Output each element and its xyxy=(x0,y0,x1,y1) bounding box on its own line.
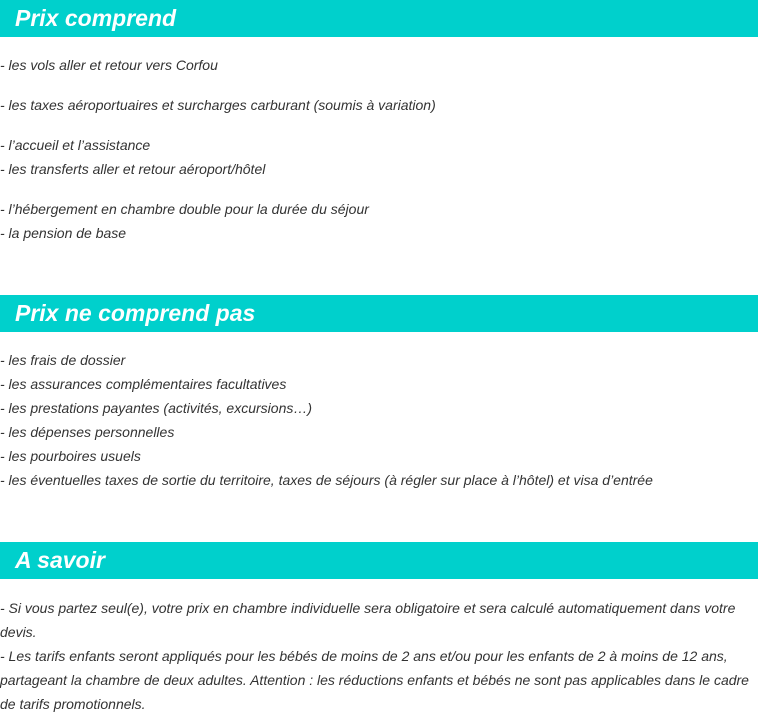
list-item: - les dépenses personnelles xyxy=(0,424,175,440)
info-paragraph: - Si vous partez seul(e), votre prix en chambre individuelle sera obligatoire et sera calculé automatiquement dans votre devis. xyxy=(0,600,736,640)
section-header-a-savoir: A savoir xyxy=(0,542,758,579)
list-item: - les taxes aéroportuaires et surcharges carburant (soumis à variation) xyxy=(0,97,436,113)
list-item: - les prestations payantes (activités, excursions…) xyxy=(0,400,313,416)
list-item: - la pension de base xyxy=(0,225,127,241)
section-header-prix-comprend: Prix comprend xyxy=(0,0,758,37)
list-item: - les vols aller et retour vers Corfou xyxy=(0,57,218,73)
list-item: - les assurances complémentaires facultatives xyxy=(0,376,287,392)
list-item: - l’hébergement en chambre double pour la durée du séjour xyxy=(0,201,369,217)
section-header-prix-ne-comprend-pas: Prix ne comprend pas xyxy=(0,295,758,332)
list-item: - les éventuelles taxes de sortie du territoire, taxes de séjours (à régler sur place à l’hôtel) et visa d’entrée xyxy=(0,472,653,488)
list-item: - l’accueil et l’assistance xyxy=(0,137,151,153)
list-item: - les pourboires usuels xyxy=(0,448,141,464)
list-item: - les transferts aller et retour aéroport/hôtel xyxy=(0,161,266,177)
list-item: - les frais de dossier xyxy=(0,352,126,368)
info-paragraph: - Les tarifs enfants seront appliqués pour les bébés de moins de 2 ans et/ou pour les enfants de 2 à moins de 12 ans, partageant la chambre de deux adultes. Attention : les réductions enfants et bébés ne sont pas applicables dans le cadre de tarifs promotionnels. xyxy=(0,648,749,712)
